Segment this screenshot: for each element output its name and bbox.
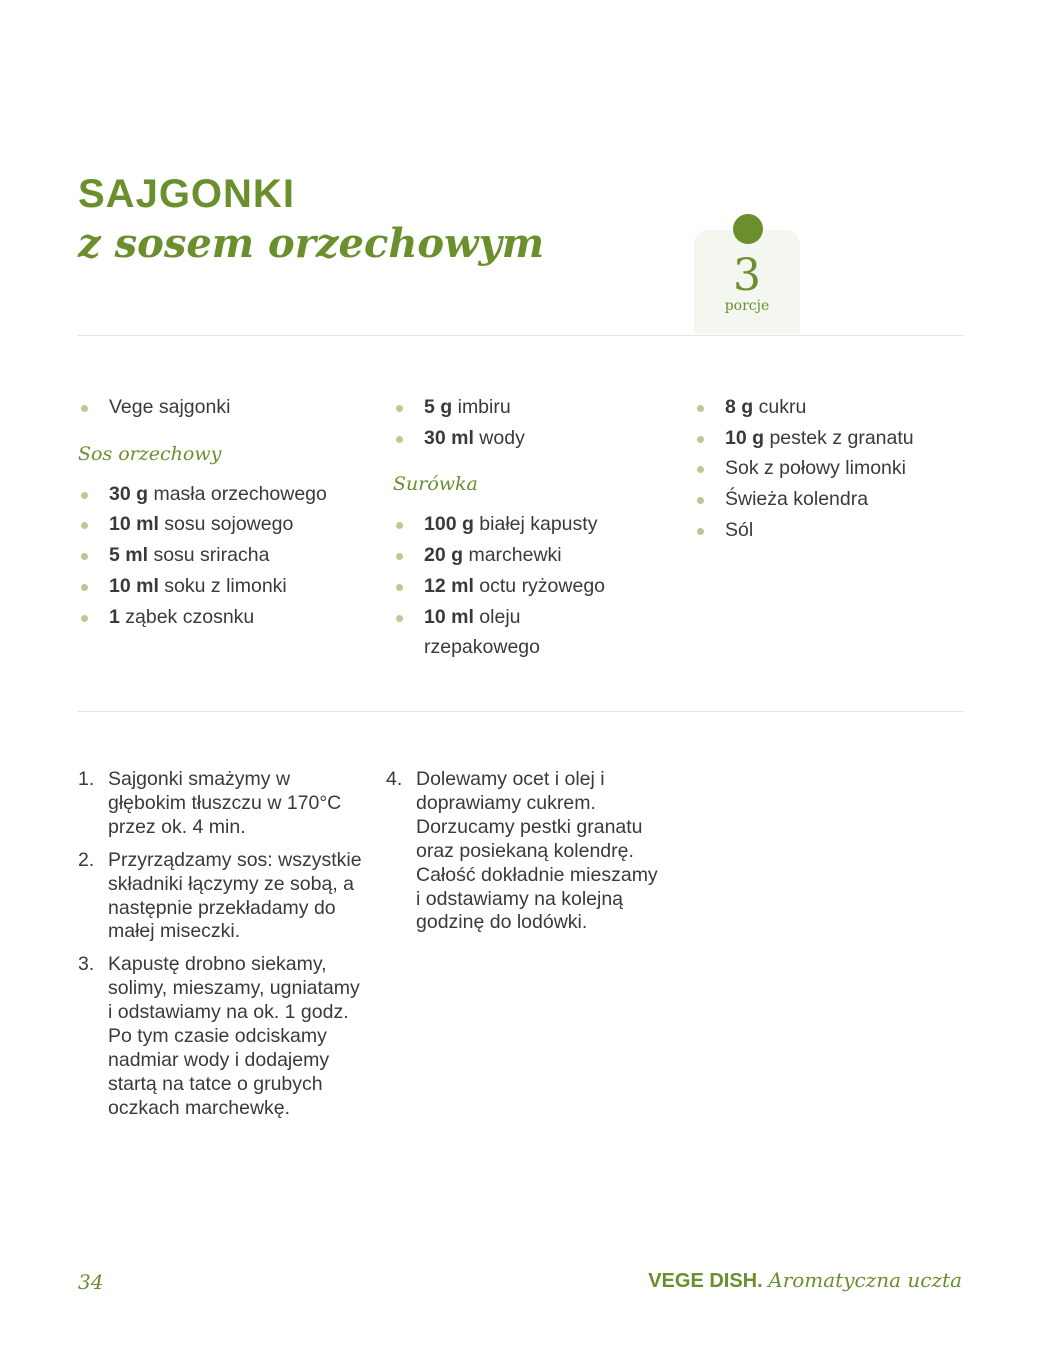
ingredient-list-sauce — [78, 479, 378, 633]
steps-column-1 — [78, 768, 363, 1130]
ingredient-item: 8 g cukru — [694, 392, 974, 423]
brand-tagline: Aromatyczna uczta — [768, 1268, 962, 1292]
footer-brand — [648, 1268, 962, 1293]
ingredient-item: 5 g imbiru — [393, 392, 653, 423]
ingredient-list-main — [78, 392, 378, 423]
step-item: 1. Sajgonki smażymy w głębokim tłuszczu w 170°C przez ok. 4 min. — [78, 768, 342, 838]
ingredient-item: Sok z połowy limonki — [694, 453, 974, 484]
ingredient-item: 30 ml wody — [393, 423, 653, 454]
sauce-heading: Sos orzechowy — [78, 442, 222, 465]
recipe-subtitle: z sosem orzechowym — [78, 220, 545, 267]
ingredient-item: 10 ml soku z limonki — [78, 571, 378, 602]
recipe-title: SAJGONKI — [78, 172, 295, 216]
page-number: 34 — [78, 1270, 104, 1294]
ingredient-item: 12 ml octu ryżowego — [393, 571, 653, 602]
ingredients-column-3 — [694, 392, 974, 546]
divider-middle — [78, 711, 964, 712]
ingredient-list-salad — [393, 509, 653, 663]
brand-name: VEGE DISH. — [648, 1270, 763, 1292]
ingredient-item: 10 ml sosu sojowego — [78, 509, 378, 540]
servings-dot-icon — [733, 214, 763, 244]
ingredient-item: 20 g marchewki — [393, 540, 653, 571]
ingredients-column-2 — [393, 392, 653, 663]
ingredient-item: 10 ml oleju rzepakowego — [393, 602, 594, 663]
divider-top — [78, 335, 964, 336]
servings-label: porcje — [724, 298, 770, 314]
ingredient-item: 5 ml sosu sriracha — [78, 540, 378, 571]
ingredient-item: Vege sajgonki — [78, 392, 378, 423]
ingredient-list-extra — [694, 392, 974, 546]
ingredient-item: 10 g pestek z granatu — [694, 423, 974, 454]
step-item: 2. Przyrządzamy sos: wszystkie składniki łączymy ze sobą, a następnie przekładamy do małej miseczki. — [78, 848, 362, 943]
salad-heading: Surówka — [393, 473, 478, 496]
ingredient-item: Sól — [694, 515, 974, 546]
steps-column-2 — [386, 768, 661, 944]
ingredient-item: 1 ząbek czosnku — [78, 602, 378, 633]
ingredient-item: Świeża kolendra — [694, 484, 974, 515]
steps-list — [78, 768, 363, 1121]
servings-number: 3 — [733, 250, 761, 301]
steps-list-cont — [386, 768, 661, 935]
ingredient-list-sauce-cont — [393, 392, 653, 453]
step-item: 3. Kapustę drobno siekamy, solimy, mieszamy, ugniatamy i odstawiamy na ok. 1 godz. Po tym czasie odciskamy nadmiar wody i dodajemy startą na tatce o grubych oczkach marchewkę. — [78, 953, 360, 1119]
step-item: 4. Dolewamy ocet i olej i doprawiamy cukrem. Dorzucamy pestki granatu oraz posiekaną kolendrę. Całość dokładnie mieszamy i odstawiamy na kolejną godzinę do lodówki. — [386, 768, 658, 934]
ingredient-item: 100 g białej kapusty — [393, 509, 653, 540]
ingredient-item: 30 g masła orzechowego — [78, 479, 378, 510]
ingredients-column-1 — [78, 392, 378, 632]
